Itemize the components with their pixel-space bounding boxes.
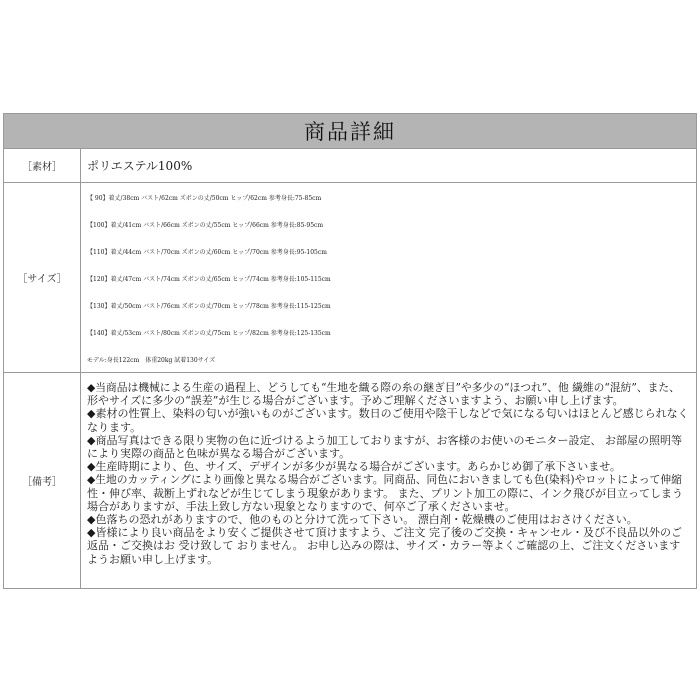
model-info: モデル:身長122cm 体重20kg 試着130サイズ xyxy=(87,357,216,364)
notes-label: ［備考］ xyxy=(4,373,81,588)
note-line: 場合がありますが、手法上致し方ない現象となりますので、何卒ご了承くださいませ。 xyxy=(87,499,516,513)
material-value: ポリエステル100% xyxy=(87,159,193,173)
notes-content xyxy=(81,373,696,588)
material-row xyxy=(4,149,696,183)
notes-row xyxy=(4,373,696,588)
size-line-110: 【110】着丈/44cm バスト/70cm ズボンの丈/60cm ヒップ/70cm 参考身長:95-105cm xyxy=(87,249,327,256)
note-line: ◆当商品は機械による生産の過程上、どうしても“生地を織る際の糸の継ぎ目”や多少の“ほつれ”、他 繊維の“混紡”、また、 xyxy=(87,381,680,394)
product-detail-table xyxy=(3,113,697,589)
note-line: ◆皆様により良い商品をより安くご提供させて頂けますよう、ご注文 完了後のご交換・キャンセル・及び不良品以外のご xyxy=(87,526,682,540)
note-line: ◆生産時期により、色、サイズ、デザインが多少が異なる場合がございます。あらかじめ御了承下さいませ。 xyxy=(87,460,621,474)
note-line: ◆素材の性質上、染料の匂いが強いものがございます。数日のご使用や陰干しなどで気になる匂いはほとんど感じられなく xyxy=(87,407,689,421)
note-line: 返品・ご交換はお 受け致して おりません。 お申し込みの際は、サイズ・カラー等よくご確認の上、ご注文くださいます xyxy=(87,539,681,553)
note-line: なります。 xyxy=(87,420,142,434)
size-line-90: 【 90】着丈/38cm バスト/62cm ズボンの丈/50cm ヒップ/62cm 参考身長:75-85cm xyxy=(87,195,322,202)
size-row xyxy=(4,183,696,373)
material-label: ［素材］ xyxy=(4,149,81,182)
size-label: ［サイズ］ xyxy=(4,183,81,372)
note-line: により実際の商品と色味が異なる場合がございます。 xyxy=(87,447,351,461)
table-title: 商品詳細 xyxy=(4,114,696,149)
note-line: ◆色落ちの恐れがありますので、他のものと分けて洗って下さい。 漂白剤・乾燥機のご使用はおさけください。 xyxy=(87,513,638,527)
size-line-100: 【100】着丈/41cm バスト/66cm ズボンの丈/55cm ヒップ/66cm 参考身長:85-95cm xyxy=(87,222,324,229)
size-content xyxy=(81,183,696,372)
size-line-140: 【140】着丈/53cm バスト/80cm ズボンの丈/75cm ヒップ/82cm 参考身長:125-135cm xyxy=(87,330,331,337)
note-line: 形やサイズに多少の“誤差”が生じる場合がございます。予めご理解くださいますよう、お願い申し上げます。 xyxy=(87,394,624,408)
size-line-120: 【120】着丈/47cm バスト/74cm ズボンの丈/65cm ヒップ/74cm 参考身長:105-115cm xyxy=(87,276,331,283)
note-line: 性・伸び率、裁断上ずれなどが生じてしまう現象があります。 また、プリント加工の際に、インク飛びが目立ってしまう xyxy=(87,486,683,500)
note-line: ◆生地のカッティングにより画像と異なる場合がございます。同商品、同色においきましても色(染料)やロットによって伸縮 xyxy=(87,473,682,487)
size-line-130: 【130】着丈/50cm バスト/76cm ズボンの丈/70cm ヒップ/78cm 参考身長:115-125cm xyxy=(87,303,331,310)
note-line: ◆商品写真はできる限り実物の色に近づけるよう加工しておりますが、お客様のお使いのモニター設定、 お部屋の照明等 xyxy=(87,433,682,447)
note-line: ようお願い申し上げます。 xyxy=(87,552,219,566)
